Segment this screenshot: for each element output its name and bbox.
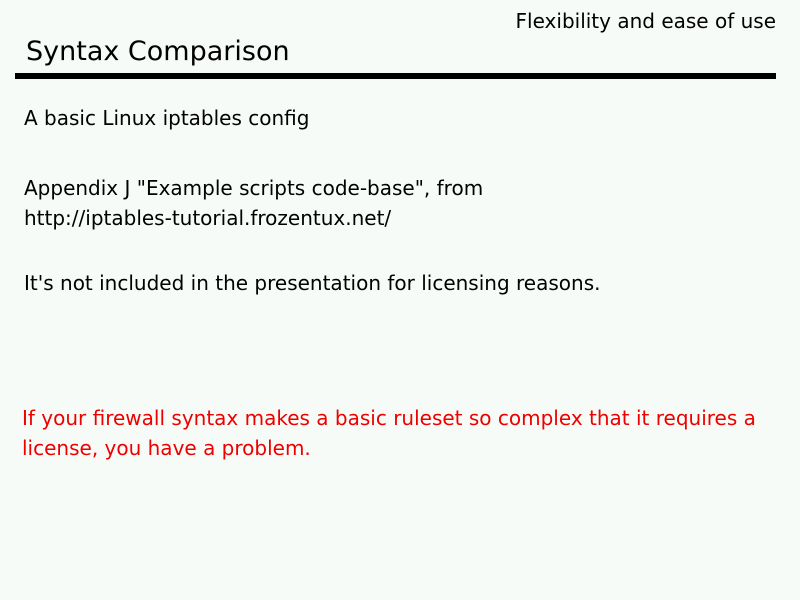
warning-statement: [22, 403, 756, 463]
paragraph-appendix-line: Appendix J "Example scripts code-base", from: [24, 176, 484, 200]
paragraph-basic-config: A basic Linux iptables config: [24, 106, 310, 130]
warning-statement-line-1: If your firewall syntax makes a basic ruleset so complex that it requires a: [22, 406, 756, 430]
slide-title: Syntax Comparison: [26, 36, 290, 67]
paragraph-appendix-source: [24, 173, 483, 233]
tutorial-url-text: http://iptables-tutorial.frozentux.net/: [24, 206, 392, 230]
paragraph-license-note: It's not included in the presentation for licensing reasons.: [24, 271, 601, 295]
title-rule-divider: [15, 73, 776, 79]
warning-statement-line-2: license, you have a problem.: [22, 436, 311, 460]
slide-header-right: Flexibility and ease of use: [515, 9, 776, 33]
